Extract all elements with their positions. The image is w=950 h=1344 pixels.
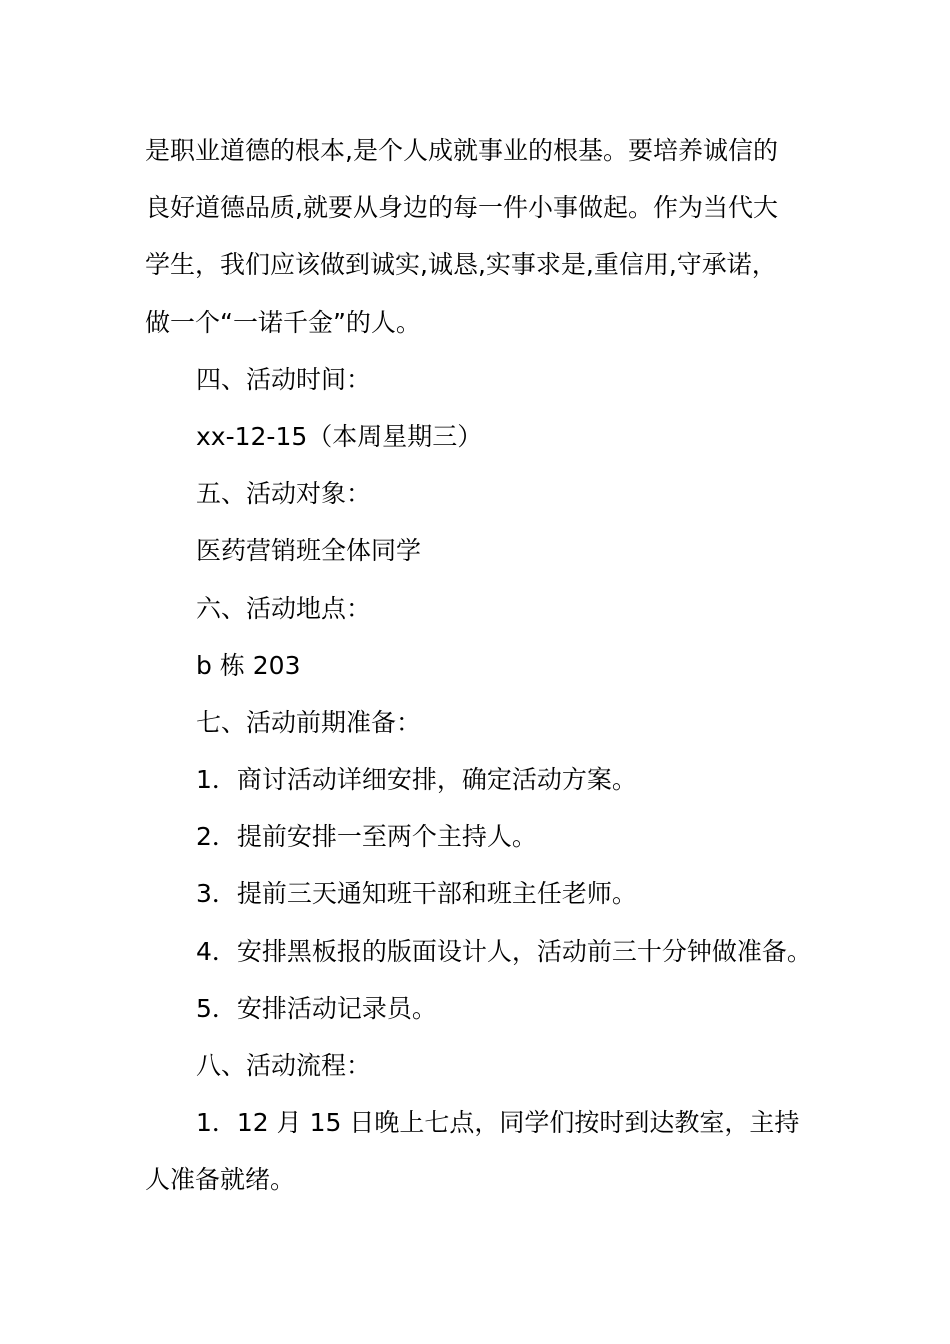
section-heading-location: 六、活动地点： [196, 593, 372, 623]
list-item: 1．12 月 15 日晚上七点，同学们按时到达教室，主持 [196, 1108, 800, 1138]
activity-audience: 医药营销班全体同学 [196, 536, 422, 566]
activity-date: xx-12-15（本周星期三） [196, 421, 483, 451]
list-item: 4．安排黑板报的版面设计人，活动前三十分钟做准备。 [196, 936, 812, 966]
list-item: 5．安排活动记录员。 [196, 993, 437, 1023]
list-item: 3．提前三天通知班干部和班主任老师。 [196, 879, 637, 909]
list-item: 1．商讨活动详细安排，确定活动方案。 [196, 765, 637, 795]
document-body [145, 122, 815, 1209]
section-heading-time: 四、活动时间： [196, 364, 372, 394]
paragraph-line: 学生，我们应该做到诚实,诚恳,实事求是,重信用,守承诺， [145, 250, 777, 280]
section-heading-preparation: 七、活动前期准备： [196, 707, 422, 737]
activity-location: b 栋 203 [196, 650, 301, 680]
section-heading-audience: 五、活动对象： [196, 479, 372, 509]
list-item-continuation: 人准备就绪。 [145, 1165, 296, 1195]
paragraph-line: 良好道德品质,就要从身边的每一件小事做起。作为当代大 [145, 193, 778, 223]
list-item: 2．提前安排一至两个主持人。 [196, 822, 537, 852]
section-heading-process: 八、活动流程： [196, 1051, 372, 1080]
paragraph-line: 做一个“一诺千金”的人。 [145, 307, 421, 337]
paragraph-line: 是职业道德的根本,是个人成就事业的根基。要培养诚信的 [145, 136, 778, 165]
